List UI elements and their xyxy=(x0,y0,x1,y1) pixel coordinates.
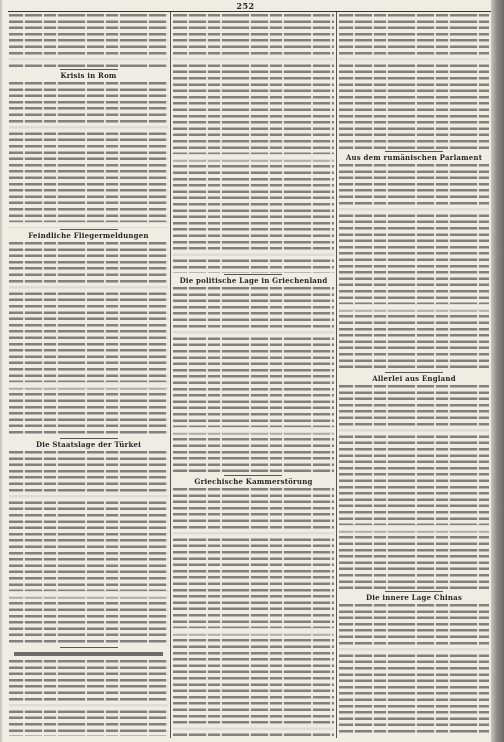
article-heading: Allerlei aus England xyxy=(372,374,456,383)
article-text xyxy=(173,488,334,736)
article-separator xyxy=(224,274,282,275)
article-text xyxy=(9,451,168,646)
article-separator xyxy=(60,229,118,230)
scan-edge-right xyxy=(491,0,504,742)
article-heading-illegible xyxy=(14,652,163,656)
article-heading: Krisis in Rom xyxy=(60,71,117,80)
article-text xyxy=(339,14,489,150)
article-text xyxy=(173,14,334,273)
article-separator xyxy=(60,69,118,70)
article-text xyxy=(9,14,168,68)
article-separator xyxy=(224,475,282,476)
article-text xyxy=(339,604,489,736)
article-text xyxy=(339,385,489,590)
article-text xyxy=(339,164,489,371)
header-rule xyxy=(8,11,491,12)
article-separator xyxy=(60,647,118,648)
article-text xyxy=(9,660,168,736)
article-separator xyxy=(385,151,443,152)
article-text xyxy=(9,242,168,437)
article-separator xyxy=(60,438,118,439)
article-heading: Feindliche Fliegermeldungen xyxy=(28,231,149,240)
article-heading: Die Staatslage der Türkei xyxy=(35,440,142,449)
article-text xyxy=(173,287,334,474)
article-heading: Die innere Lage Chinas xyxy=(365,593,463,602)
article-text xyxy=(9,82,168,228)
article-heading: Griechische Kammerstörung xyxy=(194,477,313,486)
article-separator xyxy=(385,591,443,592)
column-rule-2 xyxy=(336,12,337,738)
article-separator xyxy=(385,372,443,373)
scan-edge-left xyxy=(0,0,3,742)
article-heading: Die politische Lage in Griechenland xyxy=(179,276,328,285)
article-heading: Aus dem rumänischen Parlament xyxy=(345,153,483,162)
column-rule-1 xyxy=(170,12,171,738)
page-number: 252 xyxy=(236,1,255,11)
